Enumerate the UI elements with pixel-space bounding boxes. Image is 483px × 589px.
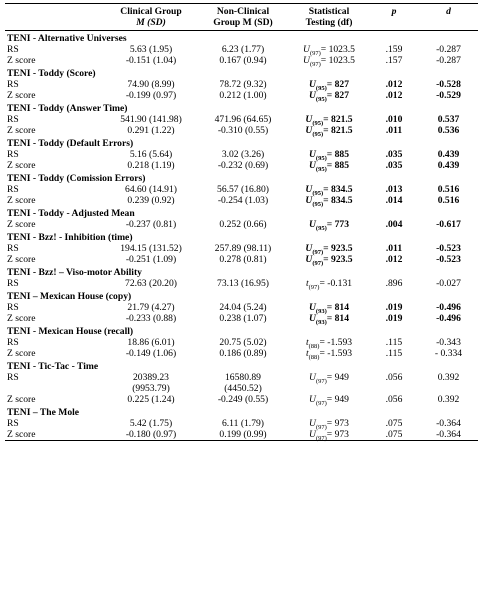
p-value: .012	[385, 254, 403, 265]
header-statistics: Statistical Testing (df)	[305, 6, 353, 28]
clinical-mean-sd: 0.225 (1.24)	[127, 394, 175, 405]
clinical-value	[105, 418, 197, 429]
effect-size: -0.617	[436, 219, 461, 230]
section-title: TENI - Toddy (Score)	[7, 68, 96, 79]
nonclinical-value	[197, 394, 289, 405]
section-header-row	[5, 289, 478, 302]
clinical-value	[105, 394, 197, 405]
statistic-symbol: U	[308, 90, 316, 101]
table-row	[5, 418, 478, 429]
table-row	[5, 55, 478, 66]
statistic-symbol: U	[309, 418, 316, 429]
statistic-number: = 814	[326, 302, 350, 313]
section-title: TENI - Toddy (Answer Time)	[7, 103, 128, 114]
p-value: .014	[385, 195, 403, 206]
statistic-value	[289, 337, 369, 348]
header-clinical: Clinical Group M (SD)	[120, 6, 182, 28]
p-value: .056	[385, 372, 403, 383]
row-label: RS	[7, 278, 19, 289]
statistic-df: (97)	[309, 49, 321, 57]
statistic-value	[289, 195, 369, 206]
table-row	[5, 313, 478, 324]
section-title: TENI – Mexican House (copy)	[7, 291, 132, 302]
statistic-symbol: U	[308, 79, 316, 90]
statistic-df: (95)	[312, 189, 324, 197]
nonclinical-value	[197, 302, 289, 313]
effect-size: 0.439	[437, 149, 460, 160]
table-row	[5, 90, 478, 101]
clinical-mean-sd: 194.15 (131.52)	[120, 243, 182, 254]
statistic-value	[289, 243, 369, 254]
clinical-sd: (9953.79)	[132, 383, 170, 394]
clinical-mean-sd: -0.199 (0.97)	[125, 90, 177, 101]
row-label: RS	[7, 243, 19, 254]
statistic-symbol: U	[303, 44, 310, 55]
table-header	[5, 4, 478, 31]
effect-size: 0.537	[437, 114, 460, 125]
statistic-df: (97)	[309, 60, 321, 68]
effect-size: -0.027	[436, 278, 461, 289]
statistic-value	[289, 125, 369, 136]
clinical-value	[105, 149, 197, 160]
table-row	[5, 125, 478, 136]
p-value: .035	[385, 160, 403, 171]
section-header-row	[5, 66, 478, 79]
statistic-number: = -1.593	[319, 348, 353, 359]
clinical-mean-sd: 72.63 (20.20)	[125, 278, 177, 289]
p-value: .011	[385, 125, 403, 136]
p-value: .019	[385, 313, 403, 324]
statistic-number: = 949	[326, 372, 349, 383]
nonclinical-mean-sd: 0.278 (0.81)	[219, 254, 267, 265]
effect-size: -0.287	[436, 44, 461, 55]
p-value: .004	[385, 219, 403, 230]
statistic-symbol: U	[303, 55, 310, 66]
statistic-symbol: U	[309, 372, 316, 383]
clinical-value	[105, 254, 197, 265]
clinical-mean-sd: 5.63 (1.95)	[129, 44, 173, 55]
statistic-df: (95)	[315, 224, 327, 232]
section-title: TENI - Alternative Universes	[7, 33, 127, 44]
nonclinical-mean-sd: 24.04 (5.24)	[219, 302, 267, 313]
row-label: Z score	[7, 195, 36, 206]
statistic-number: = -0.131	[319, 278, 353, 289]
effect-size: -0.287	[436, 55, 461, 66]
statistic-number: = 834.5	[323, 184, 353, 195]
row-label: RS	[7, 337, 19, 348]
clinical-mean-sd: 21.79 (4.27)	[127, 302, 175, 313]
effect-size: 0.536	[437, 125, 460, 136]
nonclinical-mean-sd: 56.57 (16.80)	[217, 184, 269, 195]
clinical-mean-sd: -0.251 (1.09)	[125, 254, 177, 265]
row-label: Z score	[7, 254, 36, 265]
clinical-value	[105, 90, 197, 101]
effect-size: -0.496	[436, 313, 461, 324]
clinical-value	[105, 195, 197, 206]
clinical-value	[105, 160, 197, 171]
table-row	[5, 79, 478, 90]
statistic-symbol: U	[309, 394, 316, 405]
statistic-value	[289, 418, 369, 429]
p-value: .075	[385, 418, 403, 429]
section-header-row	[5, 359, 478, 372]
section-header-row	[5, 171, 478, 184]
nonclinical-value	[197, 278, 289, 289]
statistic-number: = 773	[326, 219, 350, 230]
clinical-value	[105, 55, 197, 66]
statistic-value	[289, 184, 369, 195]
row-label: Z score	[7, 313, 36, 324]
clinical-mean-sd: -0.180 (0.97)	[125, 429, 177, 440]
clinical-mean-sd: 74.90 (8.99)	[127, 79, 175, 90]
statistic-value	[289, 149, 369, 160]
row-label: Z score	[7, 90, 36, 101]
clinical-mean-sd: 5.42 (1.75)	[129, 418, 173, 429]
table-row	[5, 337, 478, 348]
nonclinical-value	[197, 372, 289, 394]
nonclinical-mean-sd: 0.186 (0.89)	[219, 348, 267, 359]
table-row	[5, 254, 478, 265]
p-value: .035	[385, 149, 403, 160]
effect-size: -0.529	[436, 90, 461, 101]
nonclinical-mean-sd: 0.238 (1.07)	[219, 313, 267, 324]
statistic-df: (97)	[315, 399, 327, 407]
effect-size: -0.523	[436, 243, 461, 254]
statistic-df: (93)	[315, 307, 327, 315]
nonclinical-mean-sd: 3.02 (3.26)	[221, 149, 265, 160]
row-label: RS	[7, 114, 19, 125]
statistic-symbol: U	[308, 160, 316, 171]
statistic-df: (95)	[315, 95, 327, 103]
effect-size: -0.364	[436, 418, 461, 429]
table-row	[5, 44, 478, 55]
row-label: Z score	[7, 348, 36, 359]
statistic-df: (95)	[312, 200, 324, 208]
table-row	[5, 184, 478, 195]
clinical-value	[105, 278, 197, 289]
p-value: .011	[385, 243, 403, 254]
p-value: .019	[385, 302, 403, 313]
statistic-df: (97)	[315, 423, 327, 431]
statistic-number: = 1023.5	[320, 55, 355, 66]
statistic-number: = 1023.5	[320, 44, 355, 55]
effect-size: -0.523	[436, 254, 461, 265]
nonclinical-mean-sd: 0.199 (0.99)	[219, 429, 267, 440]
effect-size: -0.496	[436, 302, 461, 313]
p-value: .159	[385, 44, 403, 55]
nonclinical-value	[197, 313, 289, 324]
row-label: RS	[7, 302, 19, 313]
section-title: TENI - Toddy (Comission Errors)	[7, 173, 146, 184]
statistic-number: = 885	[326, 160, 350, 171]
p-value: .115	[385, 348, 403, 359]
effect-size: 0.516	[437, 195, 460, 206]
p-value: .075	[385, 429, 403, 440]
nonclinical-value	[197, 125, 289, 136]
nonclinical-mean-sd: 0.167 (0.94)	[219, 55, 267, 66]
table-row	[5, 219, 478, 230]
statistic-symbol: U	[308, 219, 316, 230]
effect-size: -0.364	[436, 429, 461, 440]
statistic-value	[289, 55, 369, 66]
row-label: RS	[7, 79, 19, 90]
statistic-symbol: U	[308, 302, 316, 313]
clinical-mean-sd: 0.218 (1.19)	[127, 160, 175, 171]
statistic-value	[289, 160, 369, 171]
clinical-mean-sd: -0.151 (1.04)	[125, 55, 177, 66]
nonclinical-value	[197, 243, 289, 254]
statistic-value	[289, 302, 369, 313]
clinical-value	[105, 348, 197, 359]
statistic-df: (95)	[315, 154, 327, 162]
statistic-df: (95)	[312, 119, 324, 127]
statistic-value	[289, 348, 369, 359]
statistic-symbol: U	[305, 243, 313, 254]
statistic-value	[289, 90, 369, 101]
nonclinical-mean-sd: -0.249 (0.55)	[217, 394, 269, 405]
nonclinical-mean-sd: 471.96 (64.65)	[214, 114, 272, 125]
statistic-symbol: U	[305, 125, 313, 136]
table-row	[5, 372, 478, 394]
row-label: Z score	[7, 125, 36, 136]
section-title: TENI - Toddy (Default Errors)	[7, 138, 134, 149]
statistic-value	[289, 254, 369, 265]
nonclinical-value	[197, 79, 289, 90]
table-row	[5, 149, 478, 160]
nonclinical-mean-sd: 78.72 (9.32)	[219, 79, 267, 90]
nonclinical-value	[197, 149, 289, 160]
section-header-row	[5, 206, 478, 219]
p-value: .157	[385, 55, 403, 66]
section-title: TENI – The Mole	[7, 407, 80, 418]
statistic-number: = 821.5	[323, 125, 353, 136]
statistic-number: = 827	[326, 90, 350, 101]
nonclinical-mean-sd: -0.310 (0.55)	[217, 125, 269, 136]
row-label: RS	[7, 44, 19, 55]
clinical-mean-sd: 541.90 (141.98)	[120, 114, 182, 125]
header-d: d	[446, 6, 451, 17]
p-value: .056	[385, 394, 403, 405]
statistic-df: (97)	[312, 259, 324, 267]
header-p: p	[391, 6, 397, 17]
statistic-number: = 827	[326, 79, 350, 90]
section-header-row	[5, 405, 478, 418]
clinical-value	[105, 313, 197, 324]
clinical-value	[105, 429, 197, 441]
clinical-mean-sd: 18.86 (6.01)	[127, 337, 175, 348]
section-title: TENI - Mexican House (recall)	[7, 326, 134, 337]
statistic-df: (97)	[315, 434, 327, 442]
section-header-row	[5, 101, 478, 114]
table-body	[5, 31, 478, 441]
effect-size: - 0.334	[434, 348, 463, 359]
statistic-number: = -1.593	[319, 337, 353, 348]
row-label: RS	[7, 372, 19, 383]
p-value: .012	[385, 79, 403, 90]
section-title: TENI - Toddy - Adjusted Mean	[7, 208, 135, 219]
statistic-number: = 949	[326, 394, 349, 405]
nonclinical-value	[197, 195, 289, 206]
statistic-symbol: U	[305, 195, 313, 206]
row-label: Z score	[7, 219, 36, 230]
nonclinical-mean-sd: -0.232 (0.69)	[217, 160, 269, 171]
statistic-df: (93)	[315, 318, 327, 326]
statistic-number: = 821.5	[323, 114, 353, 125]
statistic-value	[289, 394, 369, 405]
header-measure	[5, 4, 105, 31]
clinical-value	[105, 372, 197, 394]
effect-size: -0.528	[436, 79, 461, 90]
nonclinical-value	[197, 219, 289, 230]
table-row	[5, 278, 478, 289]
table-row	[5, 429, 478, 441]
nonclinical-mean-sd: 73.13 (16.95)	[217, 278, 269, 289]
clinical-value	[105, 114, 197, 125]
statistic-df: (97)	[315, 377, 327, 385]
nonclinical-value	[197, 348, 289, 359]
statistic-symbol: U	[305, 184, 313, 195]
section-header-row	[5, 31, 478, 45]
nonclinical-mean-sd: 0.212 (1.00)	[219, 90, 267, 101]
statistic-value	[289, 79, 369, 90]
clinical-value	[105, 302, 197, 313]
statistic-number: = 923.5	[323, 254, 353, 265]
table-row	[5, 348, 478, 359]
section-title: TENI - Tic-Tac - Time	[7, 361, 99, 372]
clinical-mean-sd: 20389.23	[133, 372, 169, 383]
statistic-number: = 973	[326, 429, 349, 440]
table-row	[5, 394, 478, 405]
statistic-symbol: t	[305, 348, 309, 359]
statistic-symbol: U	[305, 114, 313, 125]
p-value: .013	[385, 184, 403, 195]
section-header-row	[5, 230, 478, 243]
statistic-df: (97)	[308, 283, 320, 291]
statistic-value	[289, 313, 369, 324]
statistic-value	[289, 372, 369, 394]
clinical-value	[105, 79, 197, 90]
clinical-value	[105, 243, 197, 254]
nonclinical-value	[197, 55, 289, 66]
nonclinical-value	[197, 90, 289, 101]
effect-size: 0.439	[437, 160, 460, 171]
nonclinical-sd: (4450.52)	[224, 383, 262, 394]
statistic-value	[289, 219, 369, 230]
statistic-df: (95)	[312, 130, 324, 138]
p-value: .115	[385, 337, 403, 348]
statistic-symbol: U	[309, 429, 316, 440]
clinical-mean-sd: 64.60 (14.91)	[125, 184, 177, 195]
statistic-df: (88)	[308, 342, 320, 350]
nonclinical-value	[197, 160, 289, 171]
clinical-mean-sd: 0.239 (0.92)	[127, 195, 175, 206]
nonclinical-value	[197, 254, 289, 265]
statistic-number: = 834.5	[323, 195, 353, 206]
clinical-mean-sd: 0.291 (1.22)	[127, 125, 175, 136]
header-nonclinical: Non-Clinical Group M (SD)	[213, 6, 273, 28]
statistic-df: (95)	[315, 84, 327, 92]
section-title: TENI - Bzz! - Inhibition (time)	[7, 232, 133, 243]
statistic-symbol: U	[305, 254, 313, 265]
effect-size: 0.516	[437, 184, 460, 195]
nonclinical-mean-sd: -0.254 (1.03)	[217, 195, 269, 206]
statistic-df: (95)	[315, 165, 327, 173]
table-row	[5, 243, 478, 254]
nonclinical-value	[197, 429, 289, 441]
nonclinical-mean-sd: 20.75 (5.02)	[219, 337, 267, 348]
nonclinical-mean-sd: 6.11 (1.79)	[221, 418, 264, 429]
row-label: Z score	[7, 429, 36, 440]
statistic-number: = 885	[326, 149, 350, 160]
p-value: .012	[385, 90, 403, 101]
row-label: RS	[7, 418, 19, 429]
table-row	[5, 160, 478, 171]
clinical-value	[105, 184, 197, 195]
statistic-df: (97)	[312, 248, 324, 256]
section-header-row	[5, 324, 478, 337]
row-label: Z score	[7, 394, 36, 405]
clinical-mean-sd: -0.237 (0.81)	[125, 219, 177, 230]
statistic-value	[289, 44, 369, 55]
statistic-number: = 973	[326, 418, 349, 429]
clinical-value	[105, 337, 197, 348]
clinical-value	[105, 125, 197, 136]
clinical-value	[105, 44, 197, 55]
nonclinical-value	[197, 337, 289, 348]
statistic-symbol: U	[308, 149, 316, 160]
nonclinical-mean-sd: 16580.89	[225, 372, 261, 383]
row-label: Z score	[7, 55, 36, 66]
row-label: Z score	[7, 160, 36, 171]
statistic-df: (88)	[308, 353, 320, 361]
clinical-mean-sd: -0.233 (0.88)	[125, 313, 177, 324]
statistic-symbol: t	[305, 337, 309, 348]
statistic-number: = 923.5	[323, 243, 353, 254]
clinical-value	[105, 219, 197, 230]
effect-size: -0.343	[436, 337, 461, 348]
nonclinical-value	[197, 114, 289, 125]
statistic-value	[289, 429, 369, 441]
nonclinical-mean-sd: 0.252 (0.66)	[219, 219, 267, 230]
clinical-mean-sd: -0.149 (1.06)	[125, 348, 177, 359]
statistic-number: = 814	[326, 313, 350, 324]
p-value: .896	[385, 278, 403, 289]
effect-size: 0.392	[437, 372, 460, 383]
statistic-value	[289, 278, 369, 289]
statistic-symbol: U	[308, 313, 316, 324]
effect-size: 0.392	[437, 394, 460, 405]
table-row	[5, 195, 478, 206]
nonclinical-mean-sd: 6.23 (1.77)	[221, 44, 265, 55]
nonclinical-mean-sd: 257.89 (98.11)	[214, 243, 272, 254]
section-header-row	[5, 265, 478, 278]
row-label: RS	[7, 149, 19, 160]
table-row	[5, 114, 478, 125]
clinical-mean-sd: 5.16 (5.64)	[129, 149, 173, 160]
row-label: RS	[7, 184, 19, 195]
table-row	[5, 302, 478, 313]
results-table	[5, 3, 478, 441]
statistic-value	[289, 114, 369, 125]
section-title: TENI - Bzz! – Viso-motor Ability	[7, 267, 142, 278]
p-value: .010	[385, 114, 403, 125]
nonclinical-value	[197, 418, 289, 429]
nonclinical-value	[197, 184, 289, 195]
section-header-row	[5, 136, 478, 149]
statistic-symbol: t	[305, 278, 309, 289]
nonclinical-value	[197, 44, 289, 55]
